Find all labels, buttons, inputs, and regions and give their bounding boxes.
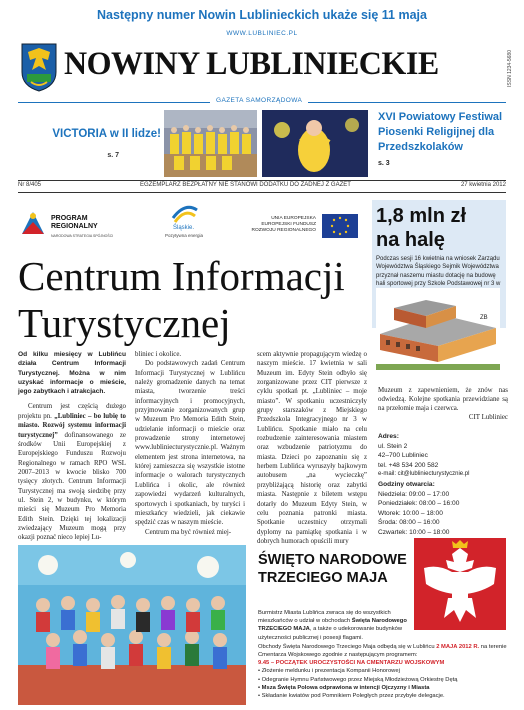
eu-flag-icon	[322, 214, 358, 238]
polish-eagle-icon	[414, 538, 506, 630]
headline-line: Turystycznej	[18, 300, 231, 346]
logo-subtext: NARODOWA STRATEGIA SPÓJNOŚCI	[51, 234, 114, 238]
box-signature: ZB	[480, 315, 488, 321]
article-continuation	[378, 386, 508, 422]
eu-logos	[18, 200, 370, 245]
sports-hall-rendering	[376, 288, 500, 370]
paragraph: Muzeum z zapewnieniem, że znów nas odwiedzą. Kolejne spotkania przewidziane są na przełomie maja i czerwca.	[378, 387, 508, 412]
eu-fund-logo	[246, 200, 371, 242]
paragraph: Centrum ma być również miej-	[145, 528, 232, 536]
article-lead: Od kilku miesięcy w Lublińcu działa Centrum Informacji Turystycznej. Można w nim uzyskać informacje o mieście, jego zabytkach i atrakcjach.	[18, 351, 126, 396]
headline-line: Centrum Informacji	[18, 253, 345, 299]
logo-text: EUROPEJSKI FUNDUSZ	[261, 222, 316, 227]
issue-date: 27 kwietnia 2012	[460, 182, 506, 188]
issue-number: Nr 8/405	[18, 182, 42, 188]
article-column-1: Od kilku miesięcy w Lublińcu działa Centrum Informacji Turystycznej. Można w nim uzyskać informacje o mieście, jego zabytkach i atrakcjach. Centrum jest częścią dużego projektu pn. „Lubliniec – bo lubię to miasto. Rozwój systemu informacji turystycznej” dofinansowanego ze środków Unii Europejskiej z Europejskiego Funduszu Rozwoju Regionalnego w ramach RPO WSL 2007–2013 w kwocie blisko 700 tysięcy złotych. Centrum Informacji Turystycznej ma swoją siedzibę przy ul. Stein 2, w budynku, w którym mieści się Muzeum Pro Memoria Edith Stein. Dzięki tej lokalizacji zwiedzający Muzeum mogą przy okazji poznać nieco lepiej Lu-	[18, 351, 126, 542]
divider	[18, 180, 506, 181]
teaser-festival[interactable]	[378, 110, 508, 167]
logo-text: ROZWOJU REGIONALNEGO	[251, 228, 316, 233]
star-icon	[18, 208, 48, 238]
contact-info: Adres: ul. Stein 2 42–700 Lubliniec tel. +48 534 200 582 e-mail: cit@lubliniecturystycznie.pl Godziny otwarcia: Niedziela: 09:00 – 17:00 Poniedziałek: 08:00 – 16:00 Wtorek: 10:00 – 18:00 Środa: 08:00 – 16:00 Czwartek: 10:00 – 18:00	[378, 432, 508, 538]
list-item: • Złożenie meldunku i prezentacja Kompanii Honorowej	[258, 668, 400, 675]
free-copy-note: EGZEMPLARZ BEZPŁATNY NIE STANOWI DODATKU DO ŻADNEJ Z GAZET	[140, 182, 351, 188]
article-column-2	[135, 350, 245, 537]
phone-link[interactable]: tel. +48 534 200 582	[378, 461, 439, 469]
box-title: 1,8 mln zł na halę	[376, 205, 467, 251]
next-issue-banner: Następny numer Nowin Lublinieckich ukaże się 11 maja	[97, 8, 427, 22]
email-link[interactable]: e-mail: cit@lubliniecturystycznie.pl	[378, 471, 470, 478]
article-column-3	[257, 350, 367, 546]
teaser-title: VICTORIA w II lidze!	[52, 128, 161, 140]
teaser-title: XVI Powiatowy Festiwal Piosenki Religijnej dla Przedszkolaków	[378, 111, 503, 153]
signature: CIT Lubliniec	[468, 414, 508, 421]
box-title: ŚWIĘTO NARODOWE TRZECIEGO MAJA	[258, 552, 407, 586]
divider	[18, 192, 506, 193]
paragraph: bliniec i okolice.	[135, 351, 182, 358]
paragraph: scem aktywnie propagującym wiedzę o naszym mieście. 17 kwietnia w sali Muzeum im. Edyty Stein odbyło się zorganizowane przez CIT pierwsze z cyklu spotkań pt. „Lubliniec – moje miasto”. W spotkaniu uczestniczyły grupy starszaków z Miejskiego Przedszkola Integracyjnego nr 3 w Lublińcu. Spotkanie miało na celu rozbudzenie zainteresowania miastem oraz wzbudzenie patriotyzmu do miasta. Dzieci po zapoznaniu się z herbem Lublińca wyruszyły bajkowym autobusem „na wycieczkę” przybliżającą historię oraz zabytki miasta. Następnie z biletem wstępu dotarły do Muzeum Edyty Stein, w celu poznania patronki miasta. Spotkanie uczestnicy otrzymali dyplomy na pamiątkę spotkania i w dobrych humorach opuścili mury	[257, 351, 367, 545]
children-group-photo	[18, 545, 246, 705]
paragraph: Do podstawowych zadań Centrum Informacji Turystycznej w Lublińcu należy gromadzenie danych na temat miasta, tworzenie treści informacyjnych i promocyjnych, przyjmowanie zorganizowanych grup w Muzeum Pro Memoria Edith Stein, udzielanie informacji o mieście oraz prowadzenie strony internetowej www.lubliniecturystycznie.pl. Ważnym elementem jest strona internetowa, na której zamieszcza się wszystkie istotne informacje o walorach turystycznych Lublińca i okolic, ale również zapowiedzi wydarzeń kulturalnych, sportowych i spotkaniach, by turyści i mieszkańcy wiedzieli, jak ciekawie spędzić czas w naszym mieście.	[135, 360, 245, 527]
box-text: Burmistrz Miasta Lublińca zwraca się do wszystkich mieszkańców o udział w obchodach Święta Narodowego TRZECIEGO MAJA, a także o udekorowanie budynków użyteczności publicznej i posesji flagami. Obchody Święta Narodowego Trzeciego Maja odbędą się w Lublińcu 2 MAJA 2012 R. na terenie Cmentarza Wojskowego zgodnie z następującym programem: 9.45 – POCZĄTEK UROCZYSTOŚCI NA CMENTARZU WOJSKOWYM • Złożenie meldunku i prezentacja Kompanii Honorowej • Odegranie Hymnu Państwowego przez Miejską Młodzieżową Orkiestrę Dętą • Msza Święta Polowa odprawiona w intencji Ojczyzny i Miasta • Składanie kwiatów pod Pomnikiem Poległych przez przybyłe delegacje.	[258, 610, 507, 700]
logo-text: Śląskie.	[173, 225, 195, 231]
slaskie-logo	[161, 200, 226, 242]
teaser-page: s. 7	[107, 152, 119, 159]
main-headline	[18, 253, 345, 347]
program-regionalny-logo	[18, 200, 128, 242]
box-text: Podczas sesji 16 kwietnia na wniosek Zarządu Województwa Śląskiego Sejmik Województwa przyznał naszemu miastu dotację na budowę hali sportowej przy Szkole Podstawowej nr 3 w	[376, 256, 501, 288]
team-photo	[164, 110, 257, 177]
logo-text: UNIA EUROPEJSKA	[271, 216, 316, 221]
list-item: • Składanie kwiatów pod Pomnikiem Poległych przez przybyłe delegacje.	[258, 693, 445, 700]
swirl-icon	[171, 202, 199, 224]
logo-text: PROGRAM REGIONALNY	[51, 215, 98, 230]
site-url[interactable]: WWW.LUBLINIEC.PL	[226, 30, 298, 37]
subtitle: GAZETA SAMORZĄDOWA	[210, 97, 308, 104]
issn: ISSN 1234-5680	[507, 50, 513, 87]
masthead-title: NOWINY LUBLINIECKIE	[64, 46, 439, 82]
teaser-victoria[interactable]	[18, 108, 165, 178]
teaser-page: s. 3	[378, 160, 390, 167]
list-item: • Msza Święta Polowa odprawiona w intencji Ojczyzny i Miasta	[258, 684, 430, 691]
list-item: • Odegranie Hymnu Państwowego przez Miejską Młodzieżową Orkiestrę Dętą	[258, 676, 458, 683]
festival-photo	[262, 110, 368, 177]
lubliniec-crest-icon	[20, 42, 58, 92]
logo-subtext: Pozytywna energia	[165, 233, 204, 238]
